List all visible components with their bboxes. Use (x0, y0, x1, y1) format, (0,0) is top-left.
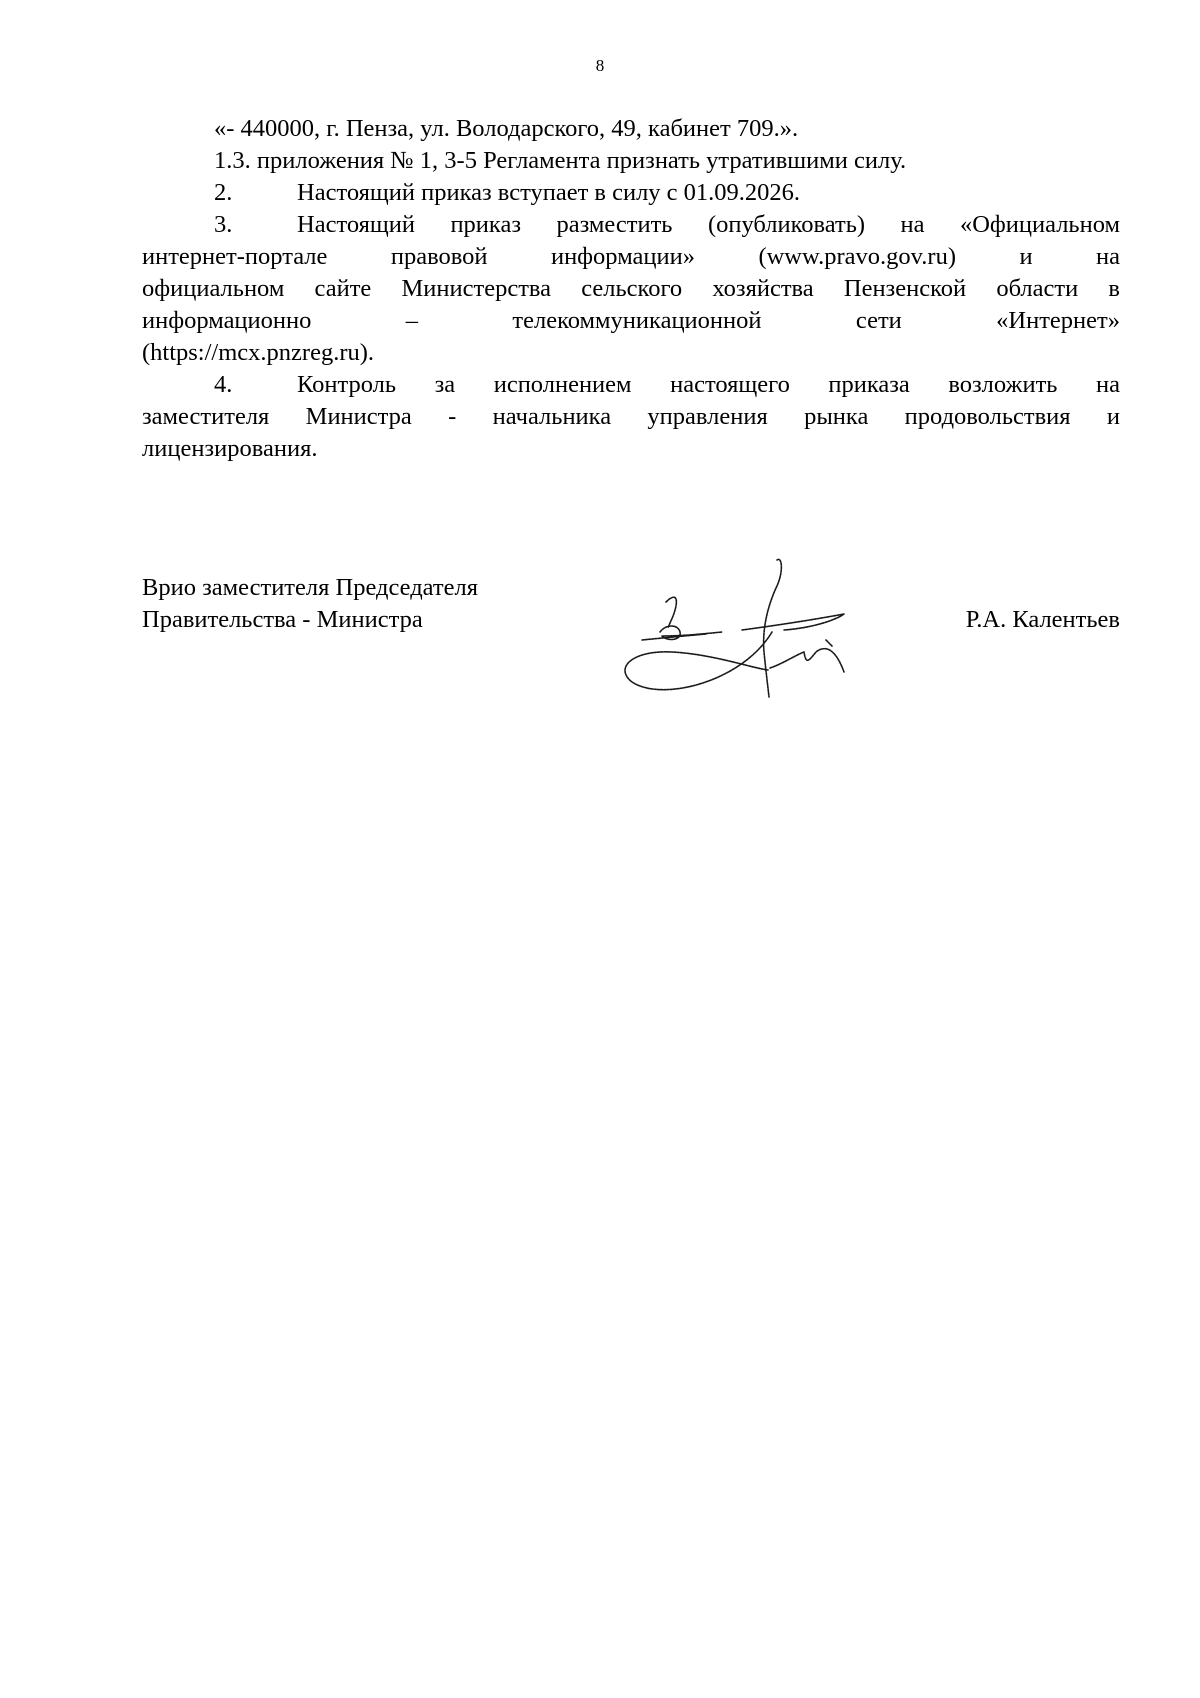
item-3-line-5: (https://mcx.pnzreg.ru). (142, 339, 375, 366)
item-4-number: 4. (214, 371, 233, 398)
item-1-3: 1.3. приложения № 1, 3-5 Регламента признать утратившими силу. (214, 147, 907, 174)
signer-title-line-1: Врио заместителя Председателя (142, 574, 478, 601)
item-2-number: 2. (214, 179, 233, 206)
signature-block (142, 572, 1120, 692)
item-3-number: 3. (214, 211, 233, 238)
signer-title (142, 572, 478, 636)
item-4-line-3: лицензирования. (142, 435, 318, 462)
page-number: 8 (595, 56, 605, 75)
item-2-text: Настоящий приказ вступает в силу с 01.09.2026. (297, 179, 801, 206)
handwritten-signature-icon (622, 532, 882, 702)
item-4-line-2: заместителя Министра - начальника управления рынка продовольствия и (142, 403, 1120, 430)
item-2 (142, 177, 1120, 209)
item-3-line-2: интернет-портале правовой информации» (www.pravo.gov.ru) и на (142, 243, 1120, 270)
signer-name: Р.А. Калентьев (965, 606, 1120, 633)
document-body (142, 113, 1120, 465)
address-line: «- 440000, г. Пенза, ул. Володарского, 49, кабинет 709.». (214, 115, 799, 142)
item-3-line-4: информационно – телекоммуникационной сети «Интернет» (142, 307, 1120, 334)
item-3-line-3: официальном сайте Министерства сельского хозяйства Пензенской области в (142, 275, 1120, 302)
item-3-line-1: 3. Настоящий приказ разместить (опубликовать) на «Официальном (142, 209, 1120, 241)
item-4-line-1: 4. Контроль за исполнением настоящего приказа возложить на (142, 369, 1120, 401)
signer-title-line-2: Правительства - Министра (142, 606, 423, 633)
